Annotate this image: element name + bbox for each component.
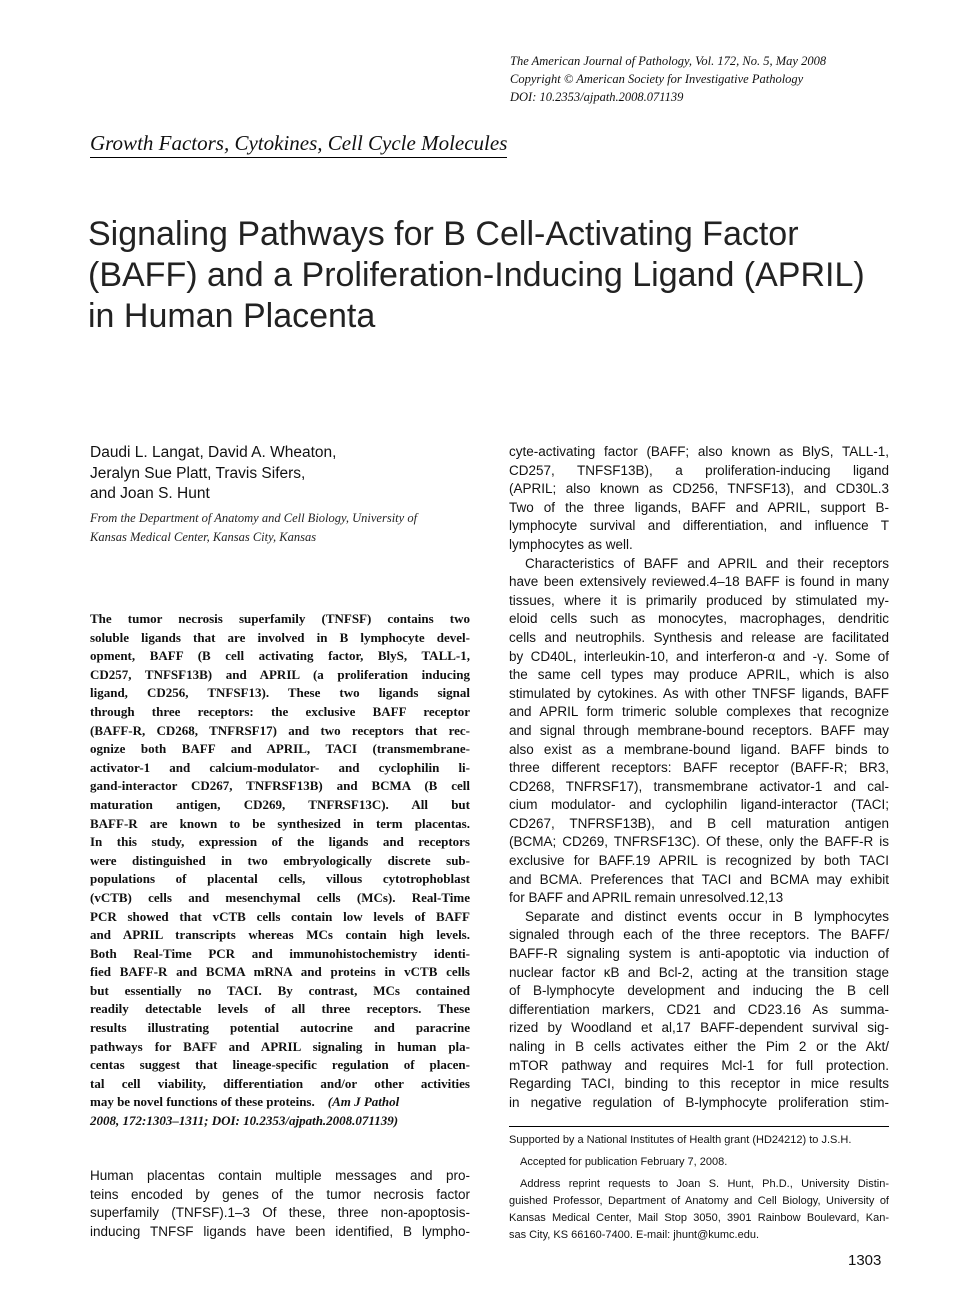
body-line: cium modulator- and cyclophilin ligand-interactor (TACI;	[509, 797, 889, 813]
reprint-line: sas City, KS 66160-7400. E-mail: jhunt@kumc.edu.	[509, 1229, 760, 1241]
journal-doi: DOI: 10.2353/ajpath.2008.071139	[510, 90, 684, 104]
body-line: differentiation markers, CD21 and CD23.16 As summa-	[509, 1001, 889, 1017]
body-line: the same cell types may produce APRIL, which is also	[509, 667, 889, 683]
abstract-line: (BAFF-R, CD268, TNFRSF17) and two receptors that rec-	[90, 722, 470, 738]
body-line: and signal through membrane-bound receptors. BAFF may	[509, 722, 889, 738]
abstract-line: and APRIL transcripts whereas MCs contain high levels.	[90, 927, 470, 943]
body-line: eloid cells such as monocytes, macrophages, dendritic	[509, 611, 889, 627]
body-line: inducing TNFSF ligands have been identified, B lympho-	[90, 1223, 470, 1239]
reprint-line: guished Professor, Department of Anatomy and Cell Biology, University of	[509, 1195, 889, 1207]
abstract-line: maturation antigen, CD269, TNFRSF13C). All but	[90, 796, 470, 812]
journal-header	[510, 52, 940, 106]
abstract-line: pathways for BAFF and APRIL signaling in human pla-	[90, 1038, 470, 1054]
journal-citation: The American Journal of Pathology, Vol. 172, No. 5, May 2008	[510, 54, 827, 68]
abstract-line: opment, BAFF (B cell activating factor, BlyS, TALL-1,	[90, 648, 470, 664]
body-line: Characteristics of BAFF and APRIL and their receptors	[525, 555, 889, 571]
author-line: and Joan S. Hunt	[90, 485, 210, 502]
body-line: (APRIL; also known as CD256, TNFSF13), and CD30L.3	[509, 481, 889, 497]
reprint-line: Address reprint requests to Joan S. Hunt, Ph.D., University Distin-	[520, 1178, 889, 1190]
body-line: mTOR pathway and requires Mcl-1 for full protection.	[509, 1057, 889, 1073]
body-line: Human placentas contain multiple messages and pro-	[90, 1168, 470, 1183]
abstract-line: readily detectable levels of all three receptors. These	[90, 1001, 470, 1017]
body-line: signaled through each of the three receptors. The BAFF/	[509, 927, 889, 943]
body-line: by CD40L, interleukin-10, and interferon-α and -γ. Some of	[509, 648, 889, 664]
intro-paragraph	[90, 1167, 470, 1241]
abstract-line: The tumor necrosis superfamily (TNFSF) contains two	[90, 611, 470, 626]
abstract-line: through three receptors: the exclusive BAFF receptor	[90, 703, 470, 719]
abstract-line: (vCTB) cells and mesenchymal cells (MCs). Real-Time	[90, 889, 470, 905]
page-number: 1303	[848, 1252, 882, 1269]
body-line: lymphocytes as well.	[509, 536, 633, 552]
body-line: (BCMA; CD269, TNFRSF13C). Of these, only the BAFF-R is	[509, 834, 889, 850]
funding-note: Supported by a National Institutes of Health grant (HD24212) to J.S.H.	[509, 1134, 852, 1146]
body-line: also exist as a membrane-bound ligand. BAFF binds to	[509, 741, 889, 757]
body-line: Two of the three ligands, BAFF and APRIL, support B-	[509, 499, 889, 515]
abstract	[90, 610, 470, 1131]
abstract-line: populations of placental cells, villous cytotrophoblast	[90, 871, 470, 887]
body-line: superfamily (TNFSF).1–3 Of these, three non-apoptosis-	[90, 1205, 470, 1221]
body-line: Separate and distinct events occur in B lymphocytes	[525, 908, 889, 924]
title-line: in Human Placenta	[88, 297, 376, 335]
title-line: Signaling Pathways for B Cell-Activating Factor	[88, 215, 799, 253]
abstract-line: fied BAFF-R and BCMA mRNA and proteins in vCTB cells	[90, 964, 470, 980]
reprint-line: Kansas Medical Center, Mail Stop 3050, 3901 Rainbow Boulevard, Kan-	[509, 1212, 889, 1224]
right-column-body	[509, 443, 889, 1112]
article-title	[88, 214, 908, 337]
body-line: tissues, where it is primarily produced by stimulated my-	[509, 592, 889, 608]
abstract-line-text: may be novel functions of these proteins.	[90, 1094, 315, 1110]
journal-copyright: Copyright © American Society for Investigative Pathology	[510, 72, 804, 86]
abstract-line: ognize both BAFF and APRIL, TACI (transmembrane-	[90, 741, 470, 757]
abstract-citation: (Am J Pathol	[327, 1094, 400, 1110]
abstract-line: PCR showed that vCTB cells contain low levels of BAFF	[90, 908, 470, 924]
body-line: and APRIL form trimeric soluble complexes that recognize	[509, 704, 889, 720]
abstract-line: BAFF-R are known to be synthesized in term placentas.	[90, 815, 470, 831]
abstract-line: soluble ligands that are involved in B lymphocyte devel-	[90, 629, 470, 645]
body-line: nuclear factor κB and Bcl-2, acting at the transition stage	[509, 964, 889, 980]
body-line: BAFF-R signaling system is anti-apoptotic via induction of	[509, 946, 889, 962]
affiliation-line: Kansas Medical Center, Kansas City, Kansas	[90, 529, 317, 544]
body-line: Regarding TACI, binding to this receptor in mice results	[509, 1076, 889, 1092]
abstract-line: were distinguished in two embryologically discrete sub-	[90, 852, 470, 868]
abstract-line: ligand, CD256, TNFSF13). These two ligands signal	[90, 685, 470, 701]
abstract-line: CD257, TNFSF13B) and APRIL (a proliferation inducing	[90, 666, 470, 682]
footnotes	[509, 1132, 889, 1244]
accepted-note: Accepted for publication February 7, 2008.	[520, 1156, 728, 1168]
body-line: CD267, TNFRSF13B), and B cell maturation antigen	[509, 815, 889, 831]
body-line: for BAFF and APRIL remain unresolved.12,13	[509, 890, 784, 906]
body-line: and BCMA. Preferences that TACI and BCMA may exhibit	[509, 871, 889, 887]
abstract-line: results illustrating potential autocrine and paracrine	[90, 1020, 470, 1036]
body-line: teins encoded by genes of the tumor necrosis factor	[90, 1186, 470, 1202]
title-line: (BAFF) and a Proliferation-Inducing Ligand (APRIL)	[88, 256, 865, 294]
body-line: naling in B cells activates either the Pim 2 or the Akt/	[509, 1039, 889, 1054]
section-heading: Growth Factors, Cytokines, Cell Cycle Molecules	[90, 131, 507, 158]
body-line: rized by Woodland et al,17 BAFF-dependent survival sig-	[509, 1020, 889, 1036]
body-line: cyte-activating factor (BAFF; also known as BlyS, TALL-1,	[509, 444, 889, 459]
author-list	[90, 443, 490, 505]
body-line: three different receptors: BAFF receptor (BAFF-R; BR3,	[509, 760, 889, 776]
affiliation	[90, 509, 475, 546]
body-line: stimulated by cytokines. As with other TNFSF ligands, BAFF	[509, 685, 889, 701]
abstract-line: but essentially no TACI. By contrast, MCs contained	[90, 982, 470, 998]
footnote-divider	[509, 1126, 889, 1127]
author-line: Jeralyn Sue Platt, Travis Sifers,	[90, 464, 306, 482]
abstract-line: activator-1 and calcium-modulator- and cyclophilin li-	[90, 759, 470, 775]
abstract-line: Both Real-Time PCR and immunohistochemistry identi-	[90, 945, 470, 961]
abstract-citation-line: 2008, 172:1303–1311; DOI: 10.2353/ajpath.2008.071139)	[90, 1113, 399, 1129]
body-line: cells and neutrophils. Synthesis and release are facilitated	[509, 629, 889, 645]
author-line: Daudi L. Langat, David A. Wheaton,	[90, 444, 337, 461]
body-line: CD257, TNFSF13B), a proliferation-inducing ligand	[509, 462, 889, 478]
abstract-line: centas suggest that lineage-specific regulation of placen-	[90, 1057, 470, 1073]
abstract-line: gand-interactor CD267, TNFRSF13B) and BCMA (B cell	[90, 778, 470, 794]
body-line: exclusive for BAFF.19 APRIL is recognized by both TACI	[509, 853, 889, 869]
affiliation-line: From the Department of Anatomy and Cell Biology, University of	[90, 511, 418, 525]
body-line: CD268, TNFRSF17), transmembrane activator-1 and cal-	[509, 778, 889, 794]
abstract-line: In this study, expression of the ligands and receptors	[90, 834, 470, 850]
body-line: in negative regulation of B-lymphocyte proliferation stim-	[509, 1094, 889, 1110]
abstract-line: tal cell viability, differentiation and/or other activities	[90, 1075, 470, 1091]
abstract-last-line	[90, 1093, 470, 1112]
body-line: lymphocyte survival and differentiation, and influence T	[509, 518, 889, 534]
body-line: of B-lymphocyte development and inducing the B cell	[509, 983, 889, 999]
body-line: have been extensively reviewed.4–18 BAFF is found in many	[509, 574, 889, 590]
